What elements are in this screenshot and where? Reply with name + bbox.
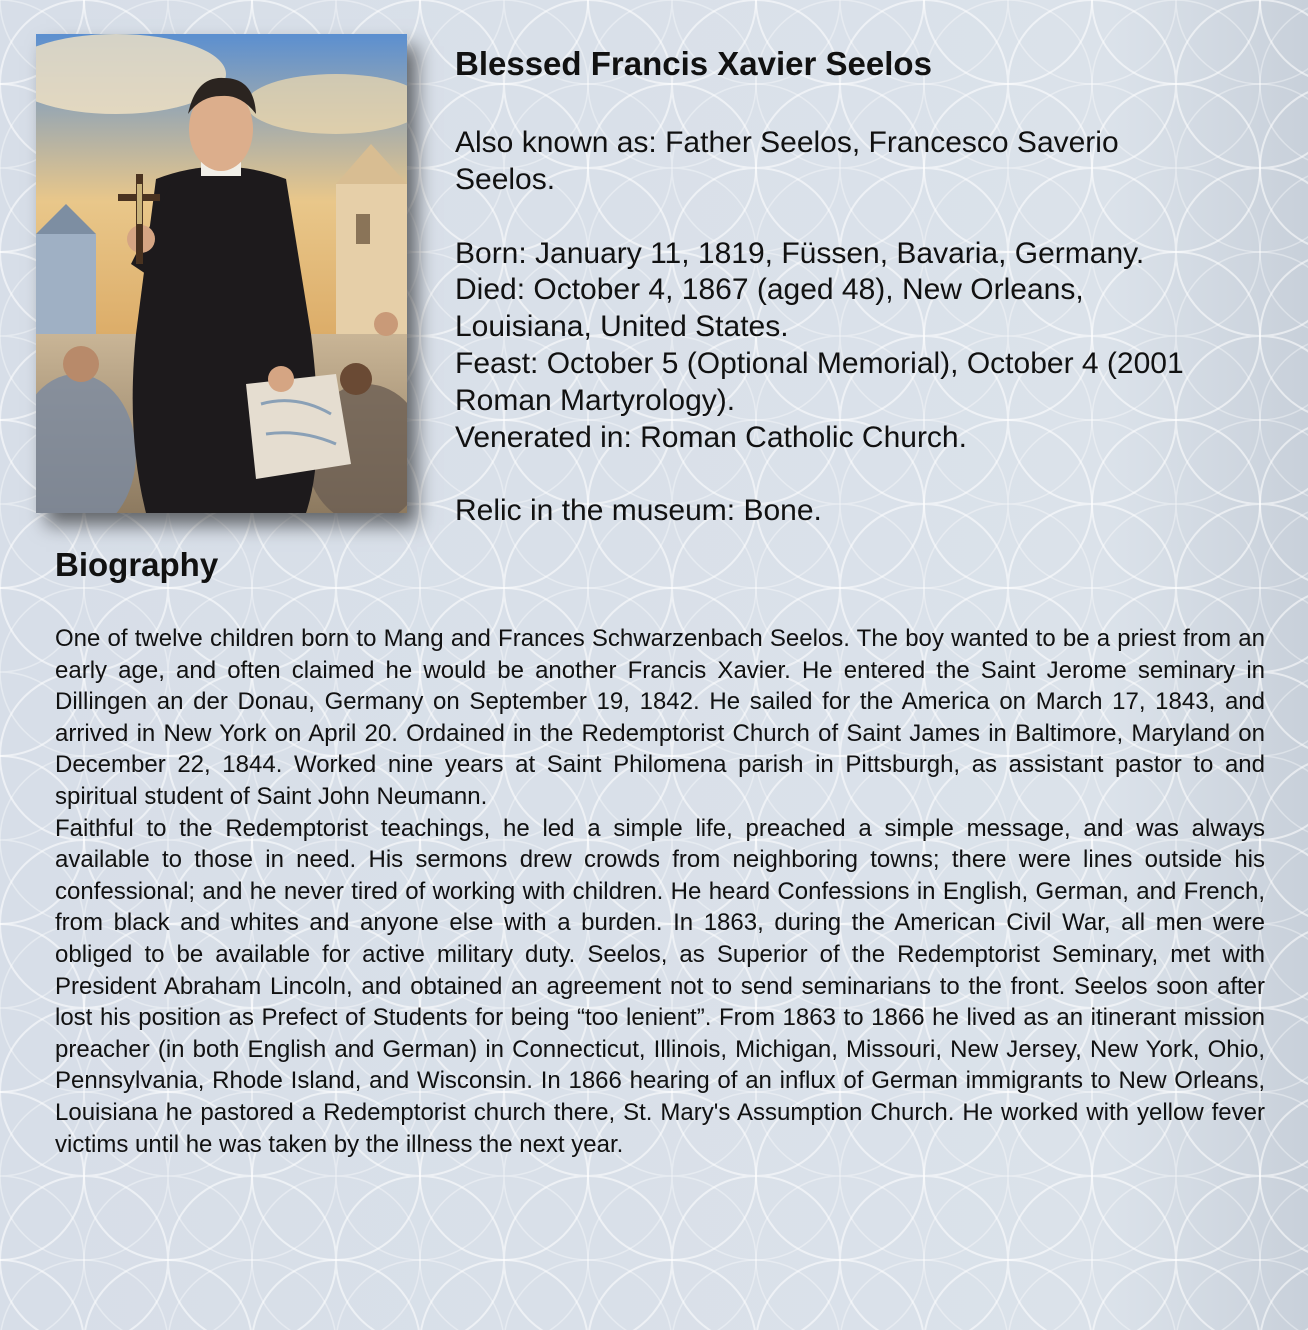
biography-heading: Biography: [55, 546, 219, 583]
died-line: Died: October 4, 1867 (aged 48), New Orleans, Louisiana, United States.: [455, 273, 1084, 344]
venerated-line: Venerated in: Roman Catholic Church.: [455, 420, 967, 454]
saint-info-panel: [455, 44, 1255, 530]
biography-text: [55, 623, 1265, 1160]
biography-paragraph-2: Faithful to the Redemptorist teachings, he led a simple life, preached a simple message, and was always available to those in need. His sermons drew crowds from neighboring towns; there were lines outside his confessional; and he never tired of working with children. He heard Confessions in English, German, and French, from black and whites and anyone else with a burden. In 1863, during the American Civil War, all men were obliged to be available for active military duty. Seelos, as Superior of the Redemptorist Seminary, met with President Abraham Lincoln, and obtained an agreement not to send seminarians to the front. Seelos soon after lost his position as Prefect of Students for being “too lenient”. From 1863 to 1866 he lived as an itinerant mission preacher (in both English and German) in Connecticut, Illinois, Michigan, Missouri, New Jersey, New York, Ohio, Pennsylvania, Rhode Island, and Wisconsin. In 1866 hearing of an influx of German immigrants to New Orleans, Louisiana he pastored a Redemptorist church there, St. Mary's Assumption Church. He worked with yellow fever victims until he was taken by the illness the next year.: [55, 814, 1265, 1158]
relic-line: Relic in the museum: Bone.: [455, 494, 822, 528]
also-known-as: Also known as: Father Seelos, Francesco Saverio Seelos.: [455, 126, 1119, 196]
page-title: Blessed Francis Xavier Seelos: [455, 45, 932, 82]
born-line: Born: January 11, 1819, Füssen, Bavaria, Germany.: [455, 236, 1145, 270]
biography-paragraph-1: One of twelve children born to Mang and Frances Schwarzenbach Seelos. The boy wanted to be a priest from an early age, and often claimed he would be another Francis Xavier. He entered the Saint Jerome seminary in Dillingen an der Donau, Germany on September 19, 1842. He sailed for the America on March 17, 1843, and arrived in New York on April 20. Ordained in the Redemptorist Church of Saint James in Baltimore, Maryland on December 22, 1844. Worked nine years at Saint Philomena parish in Pittsburgh, as assistant pastor to and spiritual student of Saint John Neumann.: [55, 625, 1265, 810]
feast-line: Feast: October 5 (Optional Memorial), October 4 (2001 Roman Martyrology).: [455, 346, 1184, 417]
vital-facts: [455, 236, 1215, 457]
saint-portrait-image: [36, 34, 407, 513]
